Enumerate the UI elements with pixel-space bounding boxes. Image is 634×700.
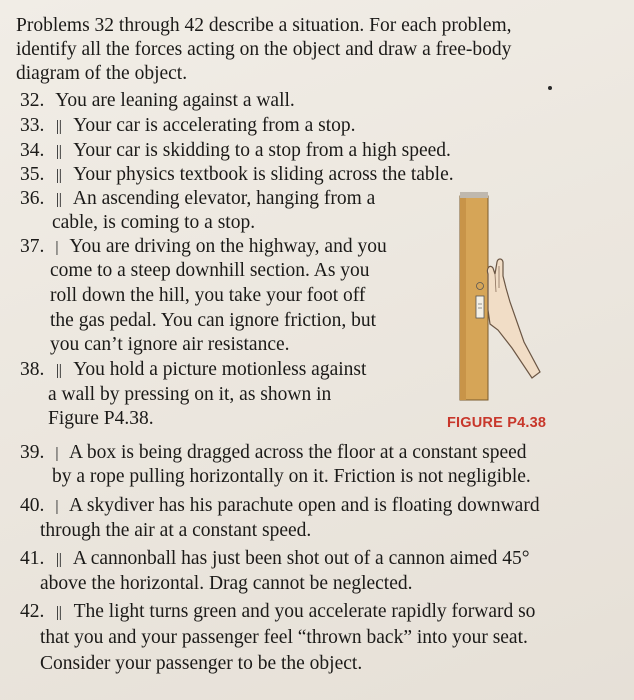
problem-37 <box>20 235 387 260</box>
difficulty-marker: || <box>56 118 63 135</box>
problem-38-continued: a wall by pressing on it, as shown in <box>48 384 332 405</box>
problem-number: 42. <box>20 601 45 622</box>
intro-line: diagram of the object. <box>16 63 188 84</box>
difficulty-marker: || <box>56 191 63 208</box>
figure-caption: FIGURE P4.38 <box>447 415 547 431</box>
problem-number: 34. <box>20 140 45 161</box>
problem-text: A skydiver has his parachute open and is floating downward <box>68 495 540 516</box>
problem-text: A box is being dragged across the floor at a constant speed <box>68 442 527 463</box>
intro-line: identify all the forces acting on the object and draw a free-body <box>16 39 512 60</box>
problem-32 <box>20 89 295 113</box>
problem-41-continued: above the horizontal. Drag cannot be neglected. <box>40 573 413 594</box>
problem-42-continued: that you and your passenger feel “thrown back” into your seat. <box>40 627 528 648</box>
difficulty-marker: | <box>55 239 59 256</box>
difficulty-marker: | <box>55 498 59 515</box>
problem-40-continued: through the air at a constant speed. <box>40 520 312 541</box>
problem-number: 37. <box>20 236 45 257</box>
problem-number: 40. <box>20 495 45 516</box>
problem-number: 39. <box>20 442 45 463</box>
problem-39-continued: by a rope pulling horizontally on it. Friction is not negligible. <box>52 466 531 487</box>
problem-37-continued: the gas pedal. You can ignore friction, but <box>50 310 377 331</box>
picture-frame-icon <box>476 296 484 318</box>
problem-38-continued: Figure P4.38. <box>48 408 154 429</box>
problem-42-continued: Consider your passenger to be the object. <box>40 653 363 674</box>
problem-set-intro <box>16 14 572 86</box>
problem-37-continued: come to a steep downhill section. As you <box>50 260 370 281</box>
intro-line: Problems 32 through 42 describe a situation. For each problem, <box>16 15 512 36</box>
difficulty-marker: || <box>56 143 63 160</box>
problem-text: Your car is accelerating from a stop. <box>73 115 356 136</box>
problem-text: Your physics textbook is sliding across the table. <box>73 164 454 185</box>
problem-number: 33. <box>20 115 45 136</box>
figure-hand-pressing-picture <box>440 192 560 408</box>
problem-text: You are driving on the highway, and you <box>69 236 387 257</box>
problem-42 <box>20 600 535 625</box>
problem-36-continued: cable, is coming to a stop. <box>52 212 256 233</box>
difficulty-marker: || <box>56 362 63 379</box>
problem-36 <box>20 187 375 212</box>
difficulty-marker: || <box>56 604 63 621</box>
problem-37-continued: roll down the hill, you take your foot off <box>50 285 366 306</box>
problem-37-continued: you can’t ignore air resistance. <box>50 334 290 355</box>
problem-35 <box>20 163 454 188</box>
wall-shading <box>460 196 466 400</box>
difficulty-marker: || <box>56 167 63 184</box>
problem-text: You are leaning against a wall. <box>55 90 295 111</box>
problem-34 <box>20 139 451 164</box>
problem-38 <box>20 358 366 383</box>
problem-number: 38. <box>20 359 45 380</box>
problem-number: 35. <box>20 164 45 185</box>
problem-40 <box>20 494 540 519</box>
problem-text: An ascending elevator, hanging from a <box>72 188 376 209</box>
difficulty-marker: | <box>55 445 59 462</box>
problem-41 <box>20 547 530 572</box>
ink-dot <box>548 86 552 90</box>
problem-number: 41. <box>20 548 45 569</box>
problem-number: 32. <box>20 90 45 111</box>
problem-number: 36. <box>20 188 45 209</box>
wall-top <box>460 192 488 198</box>
problem-text: Your car is skidding to a stop from a high speed. <box>73 140 451 161</box>
problem-33 <box>20 114 356 139</box>
difficulty-marker: || <box>56 551 63 568</box>
problem-text: You hold a picture motionless against <box>73 359 367 380</box>
problem-text: The light turns green and you accelerate rapidly forward so <box>73 601 536 622</box>
problem-text: A cannonball has just been shot out of a cannon aimed 45° <box>72 548 530 569</box>
problem-39 <box>20 441 527 466</box>
